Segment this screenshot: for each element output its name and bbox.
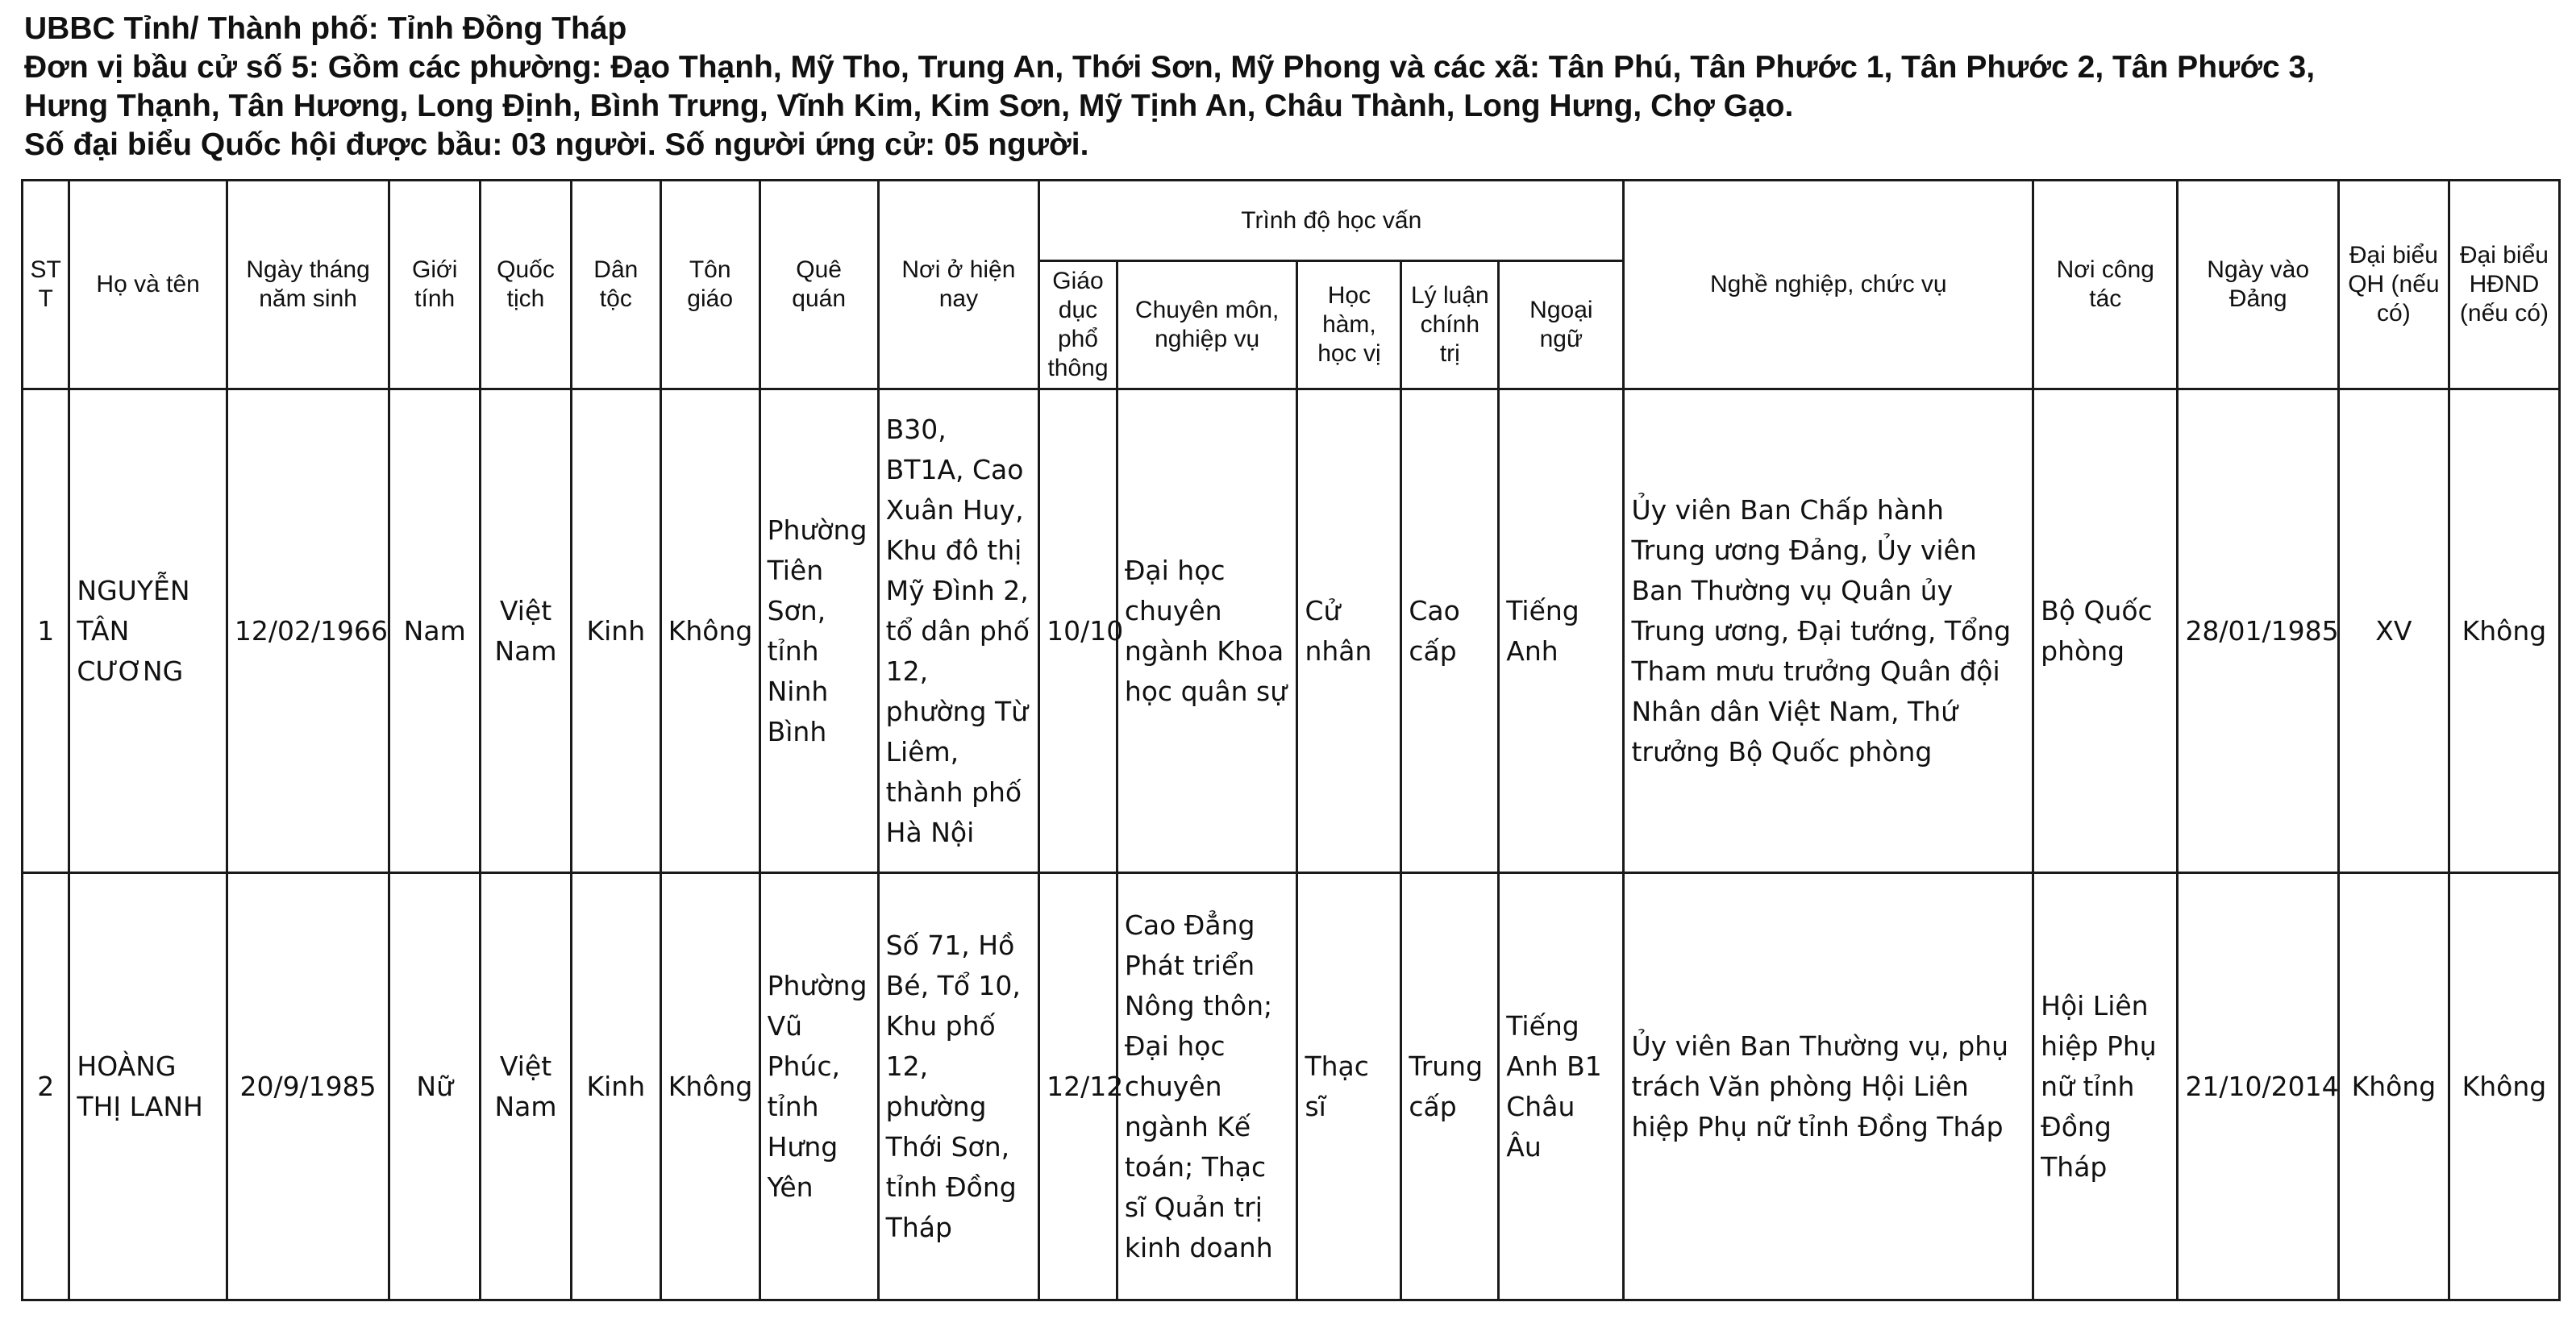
col-dob: Ngày tháng năm sinh — [227, 181, 389, 389]
col-ethnicity: Dân tộc — [571, 181, 660, 389]
row-dob: 20/9/1985 — [227, 873, 389, 1300]
electoral-unit-line-cont: Hưng Thạnh, Tân Hương, Long Định, Bình Trưng, Vĩnh Kim, Kim Sơn, Mỹ Tịnh An, Châu Thành, Long Hưng, Chợ Gạo. — [24, 89, 1794, 123]
row-residence: B30, BT1A, Cao Xuân Huy, Khu đô thị Mỹ Đình 2, tổ dân phố 12, phường Từ Liêm, thành phố Hà Nội — [878, 389, 1038, 873]
row-occupation: Ủy viên Ban Thường vụ, phụ trách Văn phòng Hội Liên hiệp Phụ nữ tỉnh Đồng Tháp — [1624, 873, 2033, 1300]
row-na-delegate: XV — [2338, 389, 2449, 873]
row-religion: Không — [660, 873, 759, 1300]
row-political: Trung cấp — [1401, 873, 1499, 1300]
row-hometown: Phường Tiên Sơn, tỉnh Ninh Bình — [759, 389, 878, 873]
col-party-date: Ngày vào Đảng — [2178, 181, 2338, 389]
row-ethnicity: Kinh — [571, 389, 660, 873]
row-religion: Không — [660, 389, 759, 873]
row-degree: Thạc sĩ — [1297, 873, 1401, 1300]
row-council-delegate: Không — [2449, 389, 2559, 873]
row-council-delegate: Không — [2449, 873, 2559, 1300]
candidate-table — [21, 179, 2561, 1301]
col-occupation: Nghề nghiệp, chức vụ — [1624, 181, 2033, 389]
row-party-date: 21/10/2014 — [2178, 873, 2338, 1300]
col-specialty: Chuyên môn, nghiệp vụ — [1117, 261, 1297, 389]
col-nationality: Quốc tịch — [481, 181, 572, 389]
row-degree: Cử nhân — [1297, 389, 1401, 873]
col-degree: Học hàm, học vị — [1297, 261, 1401, 389]
row-specialty: Đại học chuyên ngành Khoa học quân sự — [1117, 389, 1297, 873]
col-name: Họ và tên — [69, 181, 227, 389]
row-language: Tiếng Anh B1 Châu Âu — [1499, 873, 1624, 1300]
col-stt: ST T — [23, 181, 69, 389]
row-name: HOÀNG THỊ LANH — [69, 873, 227, 1300]
col-religion: Tôn giáo — [660, 181, 759, 389]
row-gender: Nữ — [389, 873, 481, 1300]
row-residence: Số 71, Hồ Bé, Tổ 10, Khu phố 12, phường Thới Sơn, tỉnh Đồng Tháp — [878, 873, 1038, 1300]
row-specialty: Cao Đẳng Phát triển Nông thôn; Đại học chuyên ngành Kế toán; Thạc sĩ Quản trị kinh doanh — [1117, 873, 1297, 1300]
row-occupation: Ủy viên Ban Chấp hành Trung ương Đảng, Ủy viên Ban Thường vụ Quân ủy Trung ương, Đại tướng, Tổng Tham mưu trưởng Quân đội Nhân dân Việt Nam, Thứ trưởng Bộ Quốc phòng — [1624, 389, 2033, 873]
col-na-delegate: Đại biểu QH (nếu có) — [2338, 181, 2449, 389]
row-name: NGUYỄN TÂN CƯƠNG — [69, 389, 227, 873]
table-row — [23, 389, 2560, 873]
row-hometown: Phường Vũ Phúc, tỉnh Hưng Yên — [759, 873, 878, 1300]
col-workplace: Nơi công tác — [2033, 181, 2178, 389]
col-gender: Giới tính — [389, 181, 481, 389]
row-political: Cao cấp — [1401, 389, 1499, 873]
row-general-edu: 10/10 — [1039, 389, 1117, 873]
row-gender: Nam — [389, 389, 481, 873]
row-nationality: Việt Nam — [481, 389, 572, 873]
row-stt: 2 — [23, 873, 69, 1300]
row-dob: 12/02/1966 — [227, 389, 389, 873]
col-hometown: Quê quán — [759, 181, 878, 389]
table-row — [23, 873, 2560, 1300]
row-na-delegate: Không — [2338, 873, 2449, 1300]
seats-line: Số đại biểu Quốc hội được bầu: 03 người. Số người ứng cử: 05 người. — [24, 127, 1089, 162]
col-general-edu: Giáo dục phổ thông — [1039, 261, 1117, 389]
electoral-unit-line: Đơn vị bầu cử số 5: Gồm các phường: Đạo Thạnh, Mỹ Tho, Trung An, Thới Sơn, Mỹ Phong và các xã: Tân Phú, Tân Phước 1, Tân Phước 2, Tân Phước 3, — [24, 50, 2316, 85]
col-language: Ngoại ngữ — [1499, 261, 1624, 389]
col-residence: Nơi ở hiện nay — [878, 181, 1038, 389]
row-workplace: Bộ Quốc phòng — [2033, 389, 2178, 873]
row-stt: 1 — [23, 389, 69, 873]
document-header — [24, 10, 2556, 164]
col-council-delegate: Đại biểu HĐND (nếu có) — [2449, 181, 2559, 389]
row-party-date: 28/01/1985 — [2178, 389, 2338, 873]
col-education-group: Trình độ học vấn — [1039, 181, 1624, 261]
row-general-edu: 12/12 — [1039, 873, 1117, 1300]
row-workplace: Hội Liên hiệp Phụ nữ tỉnh Đồng Tháp — [2033, 873, 2178, 1300]
row-language: Tiếng Anh — [1499, 389, 1624, 873]
committee-line: UBBC Tỉnh/ Thành phố: Tỉnh Đồng Tháp — [24, 11, 627, 46]
row-ethnicity: Kinh — [571, 873, 660, 1300]
row-nationality: Việt Nam — [481, 873, 572, 1300]
col-political: Lý luận chính trị — [1401, 261, 1499, 389]
